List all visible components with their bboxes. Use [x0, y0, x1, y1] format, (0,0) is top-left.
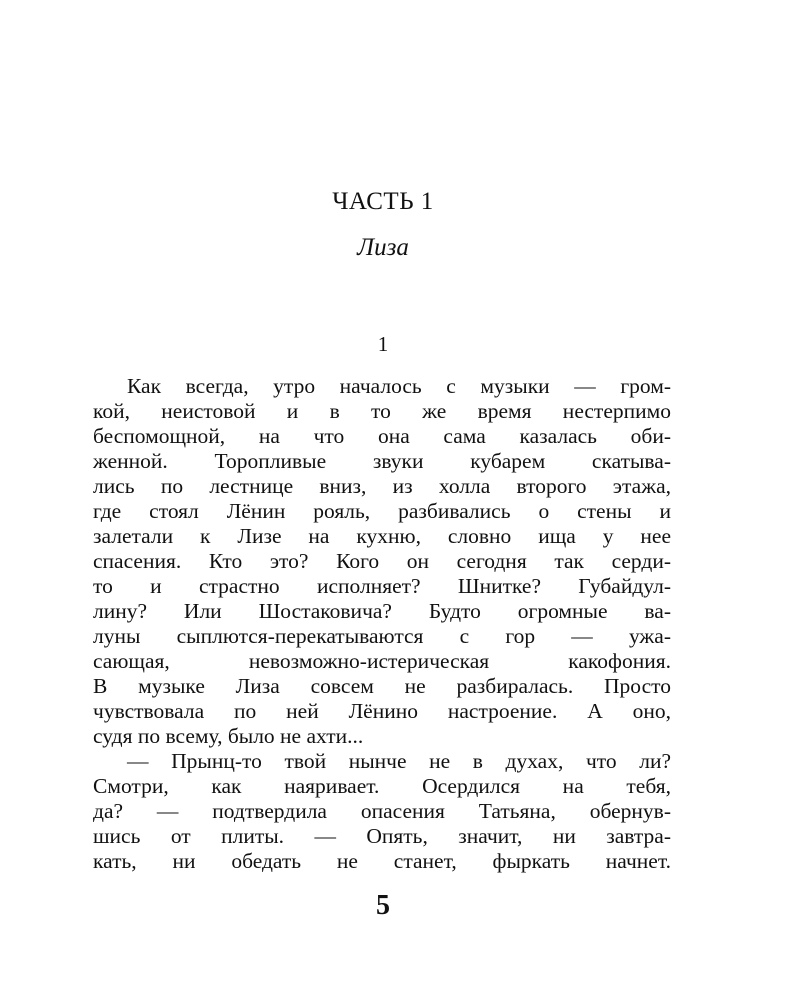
- text-line: луны сыплются-перекатываются с гор — ужа-: [93, 624, 671, 648]
- text-line: шись от плиты. — Опять, значит, ни завтра-: [93, 824, 671, 848]
- text-line: — Прынц-то твой нынче не в духах, что ли?: [127, 749, 671, 773]
- body-text: [93, 374, 671, 874]
- part-subtitle: Лиза: [357, 234, 409, 261]
- text-line: спасения. Кто это? Кого он сегодня так серди-: [93, 549, 671, 573]
- text-line: сающая, невозможно-истерическая какофония.: [93, 649, 671, 673]
- text-line: беспомощной, на что она сама казалась оби-: [93, 424, 671, 448]
- text-line: Смотри, как наяривает. Осердился на тебя,: [93, 774, 671, 798]
- text-line: да? — подтвердила опасения Татьяна, обернув-: [93, 799, 671, 823]
- text-line: то и страстно исполняет? Шнитке? Губайдул-: [93, 574, 671, 598]
- text-line: Как всегда, утро началось с музыки — гром-: [127, 374, 671, 398]
- text-line: лись по лестнице вниз, из холла второго этажа,: [93, 474, 671, 498]
- part-title: ЧАСТЬ 1: [332, 188, 434, 215]
- text-line: чувствовала по ней Лёнино настроение. А оно,: [93, 699, 671, 723]
- text-line: женной. Торопливые звуки кубарем скатыва-: [93, 449, 671, 473]
- page-number: 5: [376, 890, 390, 921]
- paragraph-1: [93, 374, 671, 749]
- text-line: судя по всему, было не ахти...: [93, 724, 364, 748]
- text-line: лину? Или Шостаковича? Будто огромные ва-: [93, 599, 671, 623]
- text-line: где стоял Лёнин рояль, разбивались о стены и: [93, 499, 671, 523]
- text-line: залетали к Лизе на кухню, словно ища у нее: [93, 524, 671, 548]
- text-line: В музыке Лиза совсем не разбиралась. Просто: [93, 674, 671, 698]
- chapter-number: 1: [377, 332, 389, 356]
- text-line: кать, ни обедать не станет, фыркать начнет.: [93, 849, 671, 873]
- paragraph-2: [93, 749, 671, 874]
- text-line: кой, неистовой и в то же время нестерпимо: [93, 399, 671, 423]
